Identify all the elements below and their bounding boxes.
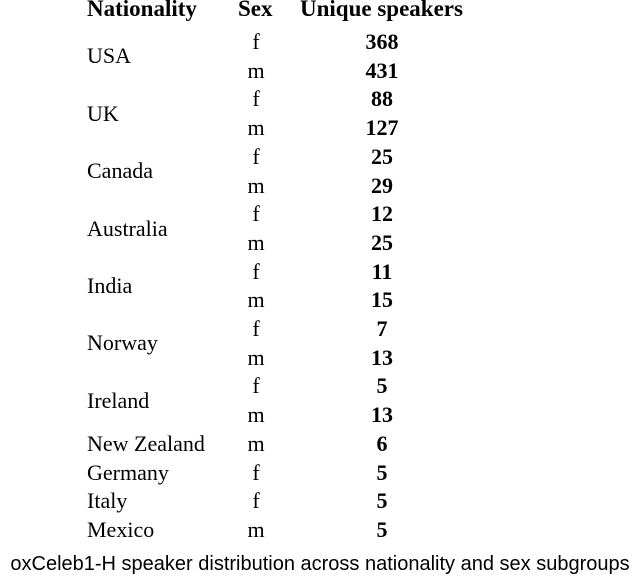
table-caption: oxCeleb1-H speaker distribution across nationality and sex subgroups: [10, 553, 630, 575]
sex-cell: f: [252, 86, 260, 112]
header-unique-speakers: Unique speakers: [300, 0, 463, 21]
speaker-count-cell: 13: [371, 344, 393, 370]
sex-cell: m: [247, 57, 265, 83]
header-nationality: Nationality: [87, 0, 197, 21]
sex-cell: f: [252, 459, 260, 485]
speaker-count-cell: 88: [371, 86, 393, 112]
sex-cell: f: [252, 201, 260, 227]
nationality-cell: India: [87, 272, 133, 298]
nationality-cell: Mexico: [87, 516, 155, 542]
sex-cell: f: [252, 488, 260, 514]
speaker-count-cell: 5: [376, 373, 388, 399]
speaker-count-cell: 6: [376, 430, 388, 456]
sex-cell: m: [247, 115, 265, 141]
speaker-count-cell: 368: [365, 29, 399, 54]
nationality-cell: UK: [87, 100, 119, 126]
sex-cell: f: [252, 29, 260, 54]
speaker-count-cell: 11: [371, 258, 393, 284]
nationality-cell: Norway: [87, 330, 158, 356]
speaker-count-cell: 12: [371, 201, 393, 227]
sex-cell: m: [247, 516, 265, 542]
nationality-cell: Canada: [87, 158, 153, 184]
speaker-count-cell: 5: [376, 516, 388, 542]
speaker-count-cell: 13: [371, 402, 393, 428]
nationality-cell: Ireland: [87, 387, 150, 413]
speaker-count-cell: 5: [376, 488, 388, 514]
speaker-count-cell: 127: [365, 115, 399, 141]
speaker-count-cell: 25: [371, 229, 393, 255]
speaker-count-cell: 29: [371, 172, 393, 198]
nationality-cell: USA: [87, 43, 132, 69]
sex-cell: f: [252, 143, 260, 169]
sex-cell: m: [247, 287, 265, 313]
nationality-cell: Australia: [87, 215, 168, 241]
nationality-cell: Germany: [87, 459, 169, 485]
speaker-count-cell: 431: [365, 57, 399, 83]
sex-cell: f: [252, 373, 260, 399]
speaker-count-cell: 7: [376, 316, 388, 341]
speaker-count-cell: 15: [371, 287, 393, 313]
header-sex: Sex: [238, 0, 273, 21]
sex-cell: f: [252, 316, 260, 341]
speaker-count-cell: 25: [371, 143, 393, 169]
sex-cell: m: [247, 172, 265, 198]
nationality-cell: Italy: [87, 488, 128, 514]
sex-cell: f: [252, 258, 260, 284]
speaker-count-cell: 5: [376, 459, 388, 485]
sex-cell: m: [247, 229, 265, 255]
sex-cell: m: [247, 430, 265, 456]
sex-cell: m: [247, 344, 265, 370]
sex-cell: m: [247, 402, 265, 428]
nationality-cell: New Zealand: [87, 430, 205, 456]
